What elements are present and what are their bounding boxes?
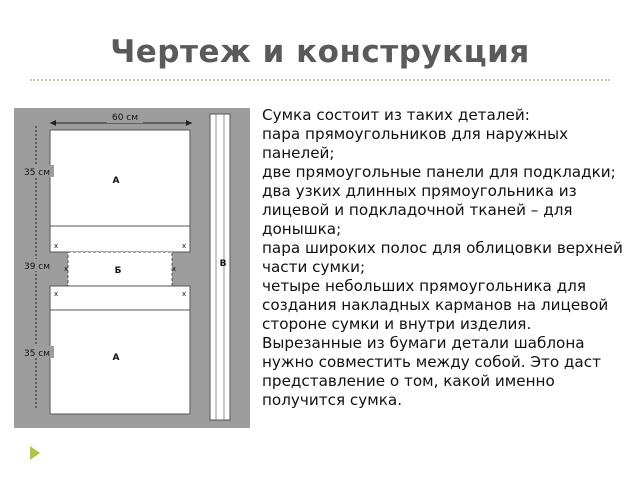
paragraph: Сумка состоит из таких деталей: bbox=[262, 106, 530, 124]
mark-x-5: x bbox=[54, 290, 59, 298]
slide-title: Чертеж и конструкция bbox=[110, 34, 530, 70]
top-height-label: 35 см bbox=[23, 168, 51, 178]
paragraph: два узких длинных прямоугольника из лицевой и подкладочной тканей – для донышка; bbox=[262, 182, 577, 238]
bag-pattern-drawing bbox=[14, 108, 250, 428]
band-top bbox=[50, 226, 190, 252]
title-divider bbox=[30, 79, 610, 81]
panel-a-top-label: А bbox=[112, 176, 120, 186]
band-bottom bbox=[50, 286, 190, 310]
mark-x-4: x bbox=[172, 265, 177, 273]
paragraph: четыре небольших прямоугольника для создания накладных карманов на лицевой стороне сумки и внутри изделия. bbox=[262, 277, 609, 333]
paragraph: две прямоугольные панели для подкладки; bbox=[262, 163, 616, 181]
panel-a-bottom-label: А bbox=[112, 353, 120, 363]
paragraph: Вырезанные из бумаги детали шаблона нужно совместить между собой. Это даст представление о том, какой именно получится сумка. bbox=[262, 334, 601, 409]
width-label: 60 см bbox=[111, 113, 139, 123]
paragraph: пара прямоугольников для наружных панелей; bbox=[262, 125, 569, 162]
bullet-arrow-icon bbox=[30, 446, 40, 460]
mark-x-2: x bbox=[182, 242, 187, 250]
panel-a-bottom bbox=[50, 310, 190, 414]
mark-x-6: x bbox=[182, 290, 187, 298]
middle-height-label: 39 см bbox=[23, 262, 51, 272]
bottom-height-label: 35 см bbox=[23, 349, 51, 359]
mark-x-1: x bbox=[54, 242, 59, 250]
pattern-svg bbox=[14, 108, 250, 428]
width-arrow-left bbox=[50, 120, 56, 126]
paragraph: пара широких полос для облицовки верхней части сумки; bbox=[262, 239, 623, 276]
width-arrow-right bbox=[186, 120, 192, 126]
body-text bbox=[262, 106, 634, 410]
mark-x-3: x bbox=[64, 265, 69, 273]
panel-a-top bbox=[50, 130, 190, 226]
strip-v-label: В bbox=[219, 259, 227, 269]
panel-b-label: Б bbox=[114, 266, 122, 276]
